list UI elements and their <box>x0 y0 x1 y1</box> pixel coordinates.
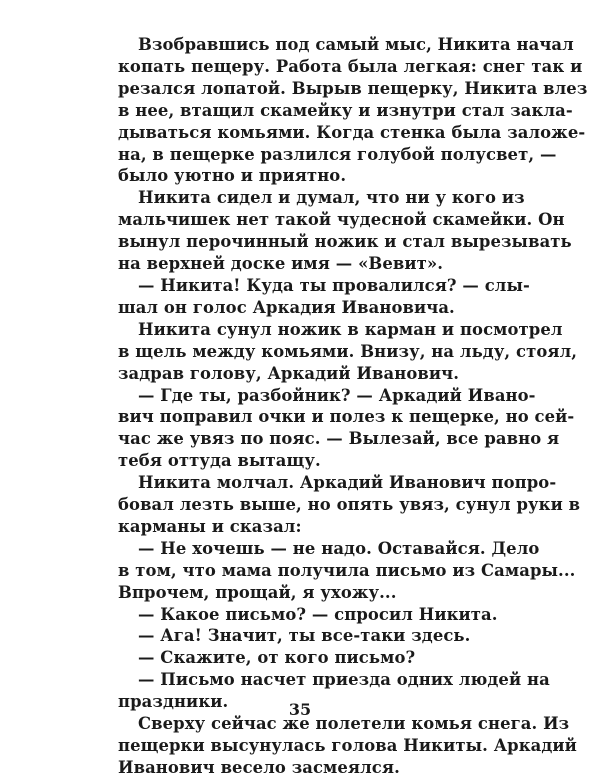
body-text <box>118 34 588 779</box>
text-line: на верхней доске имя — «Вевит». <box>118 254 444 274</box>
text-line: Сверху сейчас же полетели комья снега. Из <box>138 714 570 734</box>
text-line: Впрочем, прощай, я ухожу... <box>118 582 397 602</box>
text-line: Иванович весело засмеялся. <box>118 757 400 777</box>
paragraph <box>118 187 572 275</box>
paragraph <box>118 604 498 626</box>
text-line: Никита сидел и думал, что ни у кого из <box>138 188 525 208</box>
text-line: задрав голову, Аркадий Иванович. <box>118 363 460 383</box>
text-line: Взобравшись под самый мыс, Никита начал <box>138 35 574 54</box>
text-line: праздники. <box>118 692 229 712</box>
text-line: резался лопатой. Вырыв пещерку, Никита влез <box>118 78 588 98</box>
paragraph <box>118 647 484 669</box>
text-line: тебя оттуда вытащу. <box>118 451 321 471</box>
text-line: вич поправил очки и полез к пещерке, но сей- <box>118 407 575 427</box>
text-line: в нее, втащил скамейку и изнутри стал закла- <box>118 100 573 120</box>
text-line: вынул перочинный ножик и стал вырезывать <box>118 232 572 252</box>
page-number: 35 <box>288 700 312 719</box>
paragraph <box>118 319 578 385</box>
paragraph <box>118 472 581 538</box>
text-line: — Какое письмо? — спросил Никита. <box>138 604 498 624</box>
text-line: дываться комьями. Когда стенка была заложе- <box>118 122 586 142</box>
text-line: — Не хочешь — не надо. Оставайся. Дело <box>138 538 540 558</box>
text-line: — Никита! Куда ты провалился? — слы- <box>138 275 530 295</box>
paragraph <box>118 538 576 604</box>
text-line: — Письмо насчет приезда одних людей на <box>138 670 550 690</box>
paragraph <box>118 275 530 319</box>
text-line: Никита молчал. Аркадий Иванович попро- <box>138 473 557 493</box>
text-line: на, в пещерке разлился голубой полусвет, — <box>118 144 557 164</box>
paragraph <box>118 713 577 779</box>
text-line: в щель между комьями. Внизу, на льду, стоял, <box>118 341 578 361</box>
paragraph <box>118 385 575 473</box>
text-line: было уютно и приятно. <box>118 166 347 186</box>
text-line: — Где ты, разбойник? — Аркадий Ивано- <box>138 385 536 405</box>
text-line: шал он голос Аркадия Ивановича. <box>118 297 455 317</box>
paragraph <box>118 34 588 187</box>
text-line: — Ага! Значит, ты все-таки здесь. <box>138 626 471 646</box>
text-line: мальчишек нет такой чудесной скамейки. Он <box>118 210 565 230</box>
text-line: копать пещеру. Работа была легкая: снег так и <box>118 56 583 76</box>
text-line: час же увяз по пояс. — Вылезай, все равно я <box>118 429 560 449</box>
paragraph <box>118 625 484 647</box>
text-line: бовал лезть выше, но опять увяз, сунул руки в <box>118 495 581 515</box>
text-line: пещерки высунулась голова Никиты. Аркадий <box>118 736 577 755</box>
text-line: карманы и сказал: <box>118 516 302 536</box>
text-line: — Скажите, от кого письмо? <box>138 648 416 668</box>
text-line: в том, что мама получила письмо из Самары... <box>118 560 576 580</box>
text-line: Никита сунул ножик в карман и посмотрел <box>138 319 563 339</box>
